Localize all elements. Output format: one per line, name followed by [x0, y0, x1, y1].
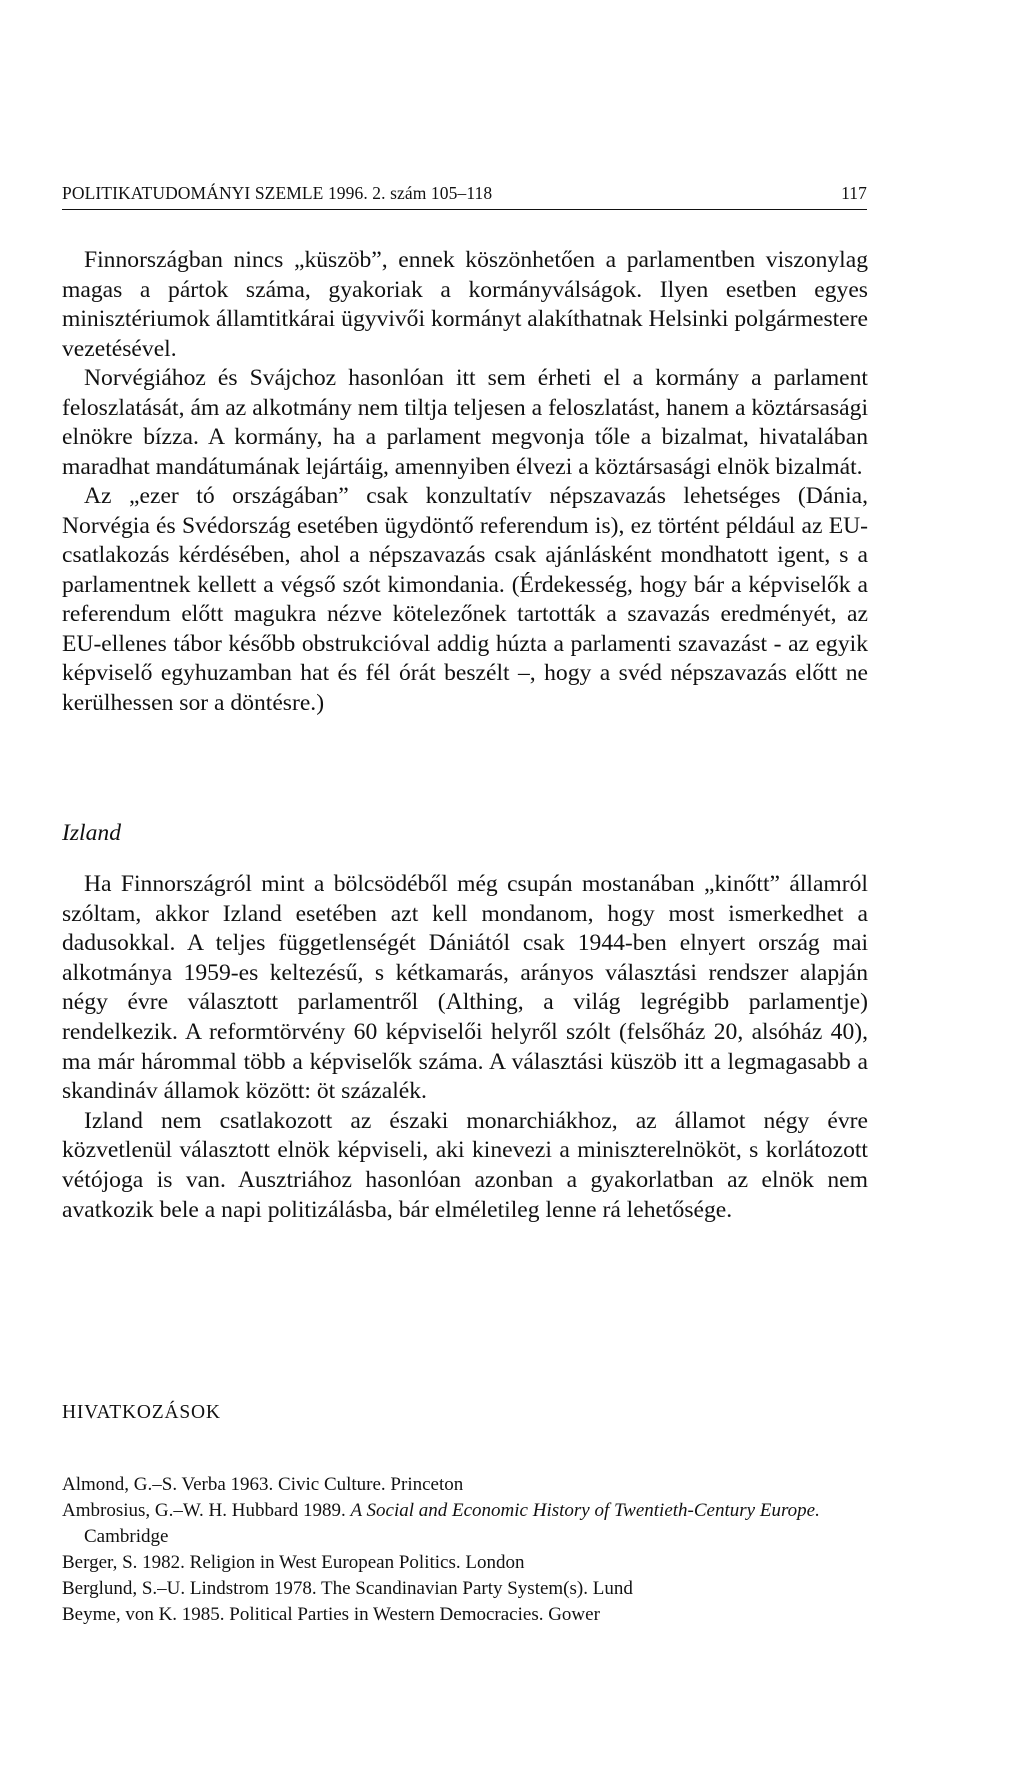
section-heading: Izland: [62, 820, 121, 846]
reference-text: Ambrosius, G.–W. H. Hubbard 1989.: [62, 1500, 351, 1521]
section-text: [62, 870, 868, 1225]
paragraph: Norvégiához és Svájchoz hasonlóan itt sem érheti el a kormány a parlament feloszlatását, ám az alkotmány nem tiltja teljesen a feloszlatást, hanem a köztársasági elnökre bízza. A kormány, ha a parlament megvonja tőle a bizalmat, hivatalában maradhat mandátumának lejártáig, amennyiben élvezi a köztársasági elnök bizalmát.: [62, 365, 868, 480]
references-list: [62, 1472, 868, 1628]
paragraph: Ha Finnországról mint a bölcsödéből még csupán mostanában „kinőtt” államról szóltam, akkor Izland esetében azt kell mondanom, hogy most ismerkedhet a dadusokkal. A teljes függetlenségét Dániától csak 1944-ben elnyert ország mai alkotmánya 1959-es keltezésű, s kétkamarás, arányos választási rendszer alapján négy évre választott parlamentről (Althing, a világ legrégibb parlamentje) rendelkezik. A reformtörvény 60 képviselői helyről szólt (felsőház 20, alsóház 40), ma már hárommal több a képviselők száma. A választási küszöb itt a legmagasabb a skandináv államok között: öt százalék.: [62, 871, 868, 1105]
reference-text: Berglund, S.–U. Lindstrom 1978. The Scandinavian Party System(s). Lund: [62, 1578, 633, 1599]
references-heading: HIVATKOZÁSOK: [62, 1402, 221, 1423]
running-header: [62, 183, 867, 210]
reference-publisher: Cambridge: [84, 1526, 169, 1547]
reference-title: A Social and Economic History of Twentieth-Century Europe.: [350, 1500, 820, 1521]
reference-text: Almond, G.–S. Verba 1963. Civic Culture. Princeton: [62, 1474, 464, 1495]
reference-text: Beyme, von K. 1985. Political Parties in Western Democracies. Gower: [62, 1604, 600, 1625]
reference-item: [62, 1602, 868, 1628]
reference-item: [62, 1498, 868, 1550]
reference-item: [62, 1576, 868, 1602]
reference-text: Berger, S. 1982. Religion in West European Politics. London: [62, 1552, 525, 1573]
reference-item: [62, 1550, 868, 1576]
paragraph: Az „ezer tó országában” csak konzultatív népszavazás lehetséges (Dánia, Norvégia és Svédország esetében ügydöntő referendum is), ez történt például az EU-csatlakozás kérdésében, ahol a népszavazás csak ajánlásként mondhatott igent, s a parlamentnek kellett a végső szót kimondania. (Érdekesség, hogy bár a képviselők a referendum előtt magukra nézve kötelezőnek tartották a szavazás eredményét, az EU-ellenes tábor később obstrukcióval addig húzta a parlamenti szavazást - az egyik képviselő egyhuzamban hat és fél órát beszélt –, hogy a svéd népszavazás előtt ne kerülhessen sor a döntésre.): [62, 483, 868, 716]
journal-citation: POLITIKATUDOMÁNYI SZEMLE 1996. 2. szám 105–118: [62, 183, 493, 203]
paragraph: Izland nem csatlakozott az északi monarchiákhoz, az államot négy évre közvetlenül választott elnök képviseli, aki kinevezi a miniszterelnököt, s korlátozott vétójoga is van. Ausztriához hasonlóan azonban a gyakorlatban az elnök nem avatkozik bele a napi politizálásba, bár elméletileg lenne rá lehetősége.: [62, 1107, 868, 1223]
reference-item: [62, 1472, 868, 1498]
paragraph: Finnországban nincs „küszöb”, ennek köszönhetően a parlamentben viszonylag magas a pártok száma, gyakoriak a kormányválságok. Ilyen esetben egyes minisztériumok államtitkárai ügyvivői kormányt alakíthatnak Helsinki polgármestere vezetésével.: [62, 247, 868, 362]
body-text: [62, 246, 868, 718]
page-number: 117: [841, 183, 867, 203]
